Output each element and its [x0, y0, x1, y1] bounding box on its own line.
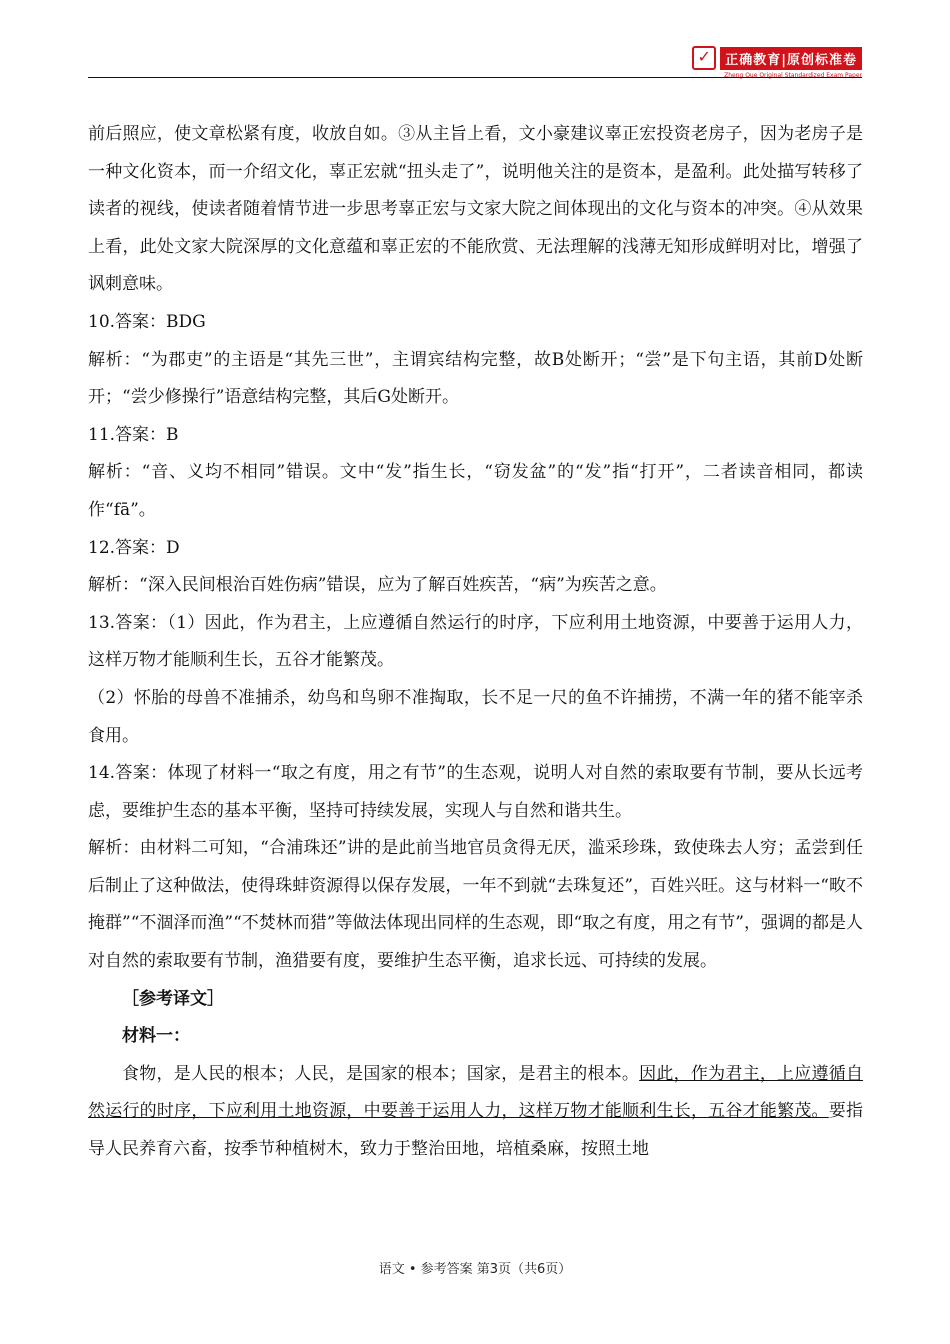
answer-12: 12.答案：D: [88, 537, 180, 558]
answer-13-1: 13.答案：（1）因此，作为君主，上应遵循自然运行的时序，下应利用土地资源，中要善于运用人力，这样万物才能顺利生长，五谷才能繁茂。: [88, 612, 863, 671]
answer-10: 10.答案：BDG: [88, 311, 206, 332]
material-one-heading: 材料一：: [122, 1026, 190, 1047]
translation-paragraph: [88, 1056, 863, 1169]
translation-text-start: 食物，是人民的根本；人民，是国家的根本；国家，是君主的根本。: [122, 1063, 640, 1084]
header-rule: [88, 77, 862, 78]
checkmark-icon: ✓: [692, 46, 716, 70]
analysis-11: 解析：“音、义均不相同”错误。文中“发”指生长，“窃发盆”的“发”指“打开”，二者读音相同，都读作“fā”。: [88, 462, 863, 520]
analysis-14: 解析：由材料二可知，“合浦珠还”讲的是此前当地官员贪得无厌，滥采珍珠，致使珠去人穷；孟尝到任后制止了这种做法，使得珠蚌资源得以保存发展，一年不到就“去珠复还”，百姓兴旺。这与材料一“畋不掩群”“不涸泽而渔”“不焚林而猎”等做法体现出同样的生态观，即“取之有度，用之有节”，强调的都是人对自然的索取要有节制，渔猎要有度，要维护生态平衡，追求长远、可持续的发展。: [88, 838, 863, 972]
answer-11: 11.答案：B: [88, 424, 179, 445]
analysis-12: 解析：“深入民间根治百姓伤病”错误，应为了解百姓疾苦，“病”为疾苦之意。: [88, 575, 667, 596]
page-content: [88, 116, 863, 1169]
paragraph: 前后照应，使文章松紧有度，收放自如。③从主旨上看，文小豪建议辜正宏投资老房子，因为老房子是一种文化资本，而一介绍文化，辜正宏就“扭头走了”，说明他关注的是资本，是盈利。此处描写转移了读者的视线，使读者随着情节进一步思考辜正宏与文家大院之间体现出的文化与资本的冲突。④从效果上看，此处文家大院深厚的文化意蕴和辜正宏的不能欣赏、无法理解的浅薄无知形成鲜明对比，增强了讽刺意味。: [88, 124, 863, 295]
answer-13-2: （2）怀胎的母兽不准捕杀，幼鸟和鸟卵不准掏取，长不足一尺的鱼不许捕捞，不满一年的猪不能宰杀食用。: [88, 687, 863, 746]
logo-name: 正确教育|原创标准卷: [720, 47, 862, 70]
translation-text-underlined: 因此，作为君主，上应遵循自然运行的时序，下应利用土地资源，中要善于运用人力，这样万物才能顺利生长，五谷才能繁茂。: [88, 1063, 864, 1122]
translation-heading: ［参考译文］: [122, 988, 224, 1009]
page-footer: 语文 • 参考答案 第3页（共6页）: [378, 1262, 572, 1277]
answer-14: 14.答案：体现了材料一“取之有度，用之有节”的生态观，说明人对自然的索取要有节制，要从长远考虑，要维护生态的基本平衡，坚持可持续发展，实现人与自然和谐共生。: [88, 763, 863, 821]
logo-subtitle: Zheng Que Original Standardized Exam Paper: [724, 72, 862, 79]
translation-text-end: 要指导人民养育六畜，按季节种植树木，致力于整治田地，培植桑麻，按照土地: [88, 1101, 864, 1160]
analysis-10: 解析：“为郡吏”的主语是“其先三世”，主谓宾结构完整，故B处断开；“尝”是下句主语，其前D处断开；“尝少修操行”语意结构完整，其后G处断开。: [88, 349, 863, 408]
brand-logo: [692, 46, 862, 79]
